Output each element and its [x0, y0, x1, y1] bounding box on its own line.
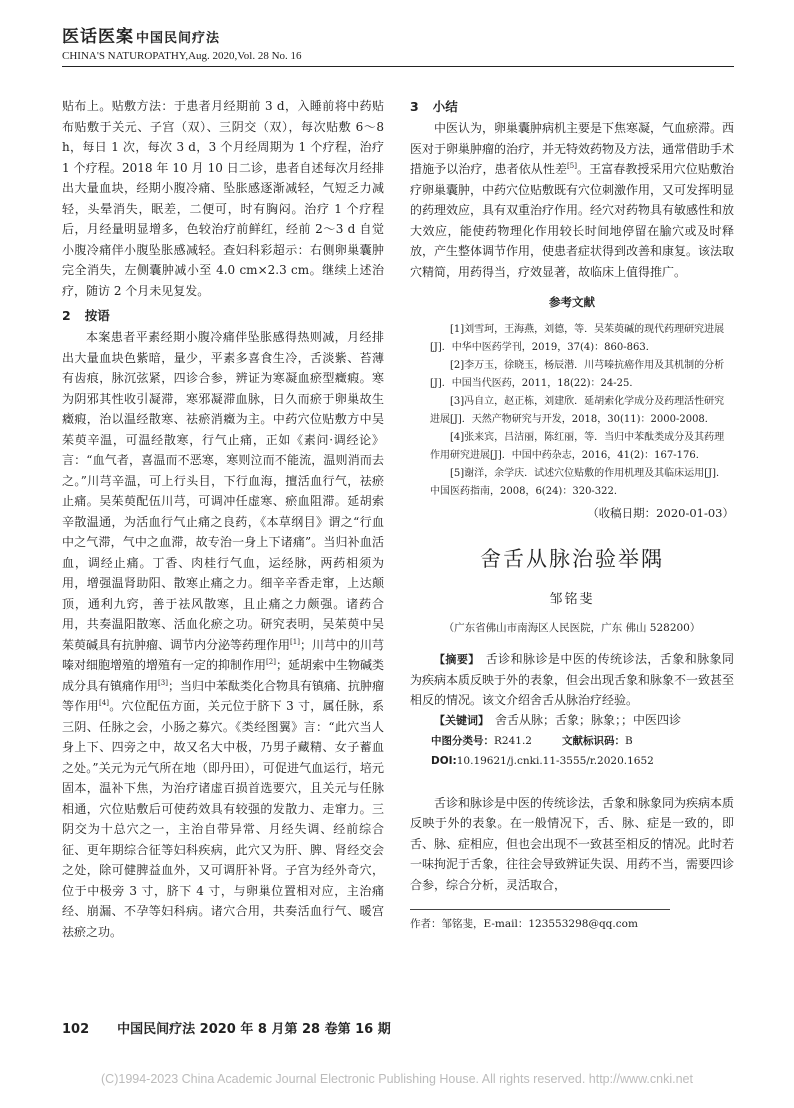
journal-header: [62, 22, 220, 47]
section-3-number: 3: [410, 99, 419, 114]
journal-english-line: CHINA'S NATUROPATHY,Aug. 2020,Vol. 28 No. 16: [62, 50, 302, 62]
footer-journal-line: 中国民间疗法 2020 年 8 月第 28 卷第 16 期: [117, 1022, 391, 1037]
doi-label: DOI:: [431, 754, 457, 767]
commentary-text-3: ；延胡索中生物碱类成分具有镇痛作用: [62, 658, 384, 693]
commentary-text-1: 本案患者平素经期小腹冷痛伴坠胀感得热则减，月经排出大量血块色紫暗，量少，平素多喜食生冷，舌淡紫、苔薄有齿痕，脉沉弦紧，四诊合参，辨证为寒凝血瘀型癥瘕。寒为阴邪其性收引凝滞，寒邪凝滞血脉，日久而瘀于卵巢故生癥瘕，治以温经散寒、祛瘀消癥为主。中药穴位贴敷方中吴茱萸辛温，可温经散寒，行气止痛，正如《素问·调经论》言：“血气者，喜温而不恶寒，寒则泣而不能流，温则消而去之。”川芎辛温，可上行头目，下行血海，擅活血行气，祛瘀止痛。吴茱萸配伍川芎，可调冲任虚寒、瘀血阻滞。延胡索辛散温通，为活血行气止痛之良药，《本草纲目》谓之“行血中之气滞，气中之血滞，故专治一身上下诸痛”。当归补血活血，调经止痛。丁香、肉桂行气血，运经脉，两药相须为用，增强温肾助阳、散寒止痛之力。细辛辛香走窜，上达颠顶，通利九窍，善于祛风散寒，且止痛之力颇强。诸药合用，共奏温阳散寒、活血化瘀之功。研究表明，吴茱萸中吴茱萸碱具有抗肿瘤、调节内分泌等药理作用: [62, 330, 384, 652]
doi-line: [410, 751, 734, 771]
summary-text-2: 。王富春教授采用穴位贴敷治疗卵巢囊肿，中药穴位贴敷既有穴位刺激作用，又可发挥明显的药理效应，具有双重治疗作用。经穴对药物具有敏感性和放大效应，能使药物理化作用较长时间地停留在腧穴或及时释放，产生整体调节作用，使患者症状得到改善和康复。该法取穴精简，用药得当，疗效显著，故临床上值得推广。: [410, 162, 735, 279]
summary-text-1: 中医认为，卵巢囊肿病机主要是下焦寒凝，气血瘀滞。西医对于卵巢肿瘤的治疗，并无特效药物及方法，通常借助手术措施予以治疗，患者依从性差: [410, 121, 735, 176]
header-rule: [62, 66, 734, 67]
commentary-text-5: 。穴位配伍方面，关元位于脐下 3 寸，属任脉，系三阴、任脉之会，小肠之募穴。《类经图翼》言：“此穴当人身上下、四旁之中，故又名大中极，乃男子藏精、女子蓄血之处。”关元为元气所在地（即丹田），可促进气血运行，培元固本，温补下焦，为治疗诸虚百损首选要穴，且关元与任脉相通，穴位贴敷后可使药效具有较强的发散力、走窜力。三阴交为十总穴之一，主治自带异常、月经失调、经前综合征、更年期综合征等妇科疾病，此穴又为肝、脾、肾经交会之处，除可健脾益血外，又可调肝补肾。子宫为经外奇穴，位于中极旁 3 寸，脐下 4 寸，与卵巢位置相对应，主治痛经、崩漏、不孕等妇科病。诸穴合用，共奏活血行气、暖宫祛瘀之功。: [62, 699, 384, 939]
abstract-label: 【摘要】: [434, 652, 480, 666]
clc-value: R241.2: [494, 734, 532, 747]
reference-item: [4]张来宾，吕洁丽，陈红丽，等．当归中苯酞类成分及其药理作用研究进展[J]．中国中药杂志，2016，41(2)：167-176．: [430, 431, 725, 461]
article-author: 邹铭斐: [549, 591, 595, 607]
received-date: （收稿日期：2020-01-03）: [587, 505, 734, 520]
document-code-label: 文献标识码：: [561, 734, 625, 747]
reference-item: [1]刘雪珂，王海燕，刘德，等．吴茱萸碱的现代药理研究进展[J]．中华中医药学刊，2019，37(4)：860-863．: [430, 323, 725, 353]
author-footnote: 作者：邹铭斐，E-mail：123553298@qq.com: [410, 918, 638, 930]
journal-section-title: 医话医案: [62, 27, 134, 47]
reference-item: [2]李万玉，徐晓玉，杨辰潜．川芎嗪抗癌作用及其机制的分析[J]．中国当代医药，2011，18(22)：24-25．: [430, 359, 725, 389]
abstract: [410, 649, 734, 710]
keywords: [410, 710, 734, 731]
commentary-text-4: ；当归中苯酞类化合物具有镇痛、抗肿瘤等作用: [62, 678, 384, 713]
classification-line: [410, 731, 734, 751]
keywords-text: 舍舌从脉；舌象；脉象；；中医四诊: [495, 712, 682, 727]
abstract-text: 舌诊和脉诊是中医的传统诊法，舌象和脉象同为疾病本质反映于外的表象，但会出现舌象和脉象不一致甚至相反的情况。该文介绍舍舌从脉治疗经验。: [410, 651, 735, 707]
section-3-title: 小结: [432, 99, 458, 114]
footnote-rule: [410, 909, 670, 910]
doi-value[interactable]: 10.19621/j.cnki.11-3555/r.2020.1652: [456, 754, 654, 767]
left-column: [62, 96, 384, 942]
references-heading: 参考文献: [549, 295, 595, 309]
section-2-title: 按语: [84, 308, 110, 323]
copyright-watermark: (C)1994-2023 China Academic Journal Electronic Publishing House. All rights reserved. http://www.cnki.net: [101, 1072, 693, 1086]
section-2-number: 2: [62, 308, 71, 323]
article-title: 舍舌从脉治验举隅: [480, 547, 664, 571]
page-footer: [62, 1018, 391, 1037]
journal-name: 中国民间疗法: [136, 31, 221, 46]
citation-4[interactable]: [4]: [99, 699, 109, 707]
section-3-heading: [410, 96, 734, 118]
citation-2[interactable]: [2]: [266, 658, 276, 666]
citation-1[interactable]: [1]: [290, 637, 300, 646]
citation-5[interactable]: [5]: [567, 162, 577, 170]
reference-item: [5]谢洋，余学庆．试述穴位贴敷的作用机理及其临床运用[J]．中国医药指南，2008，6(24)：320-322．: [430, 467, 726, 497]
right-column: [410, 96, 734, 935]
author-affiliation: （广东省佛山市南海区人民医院，广东 佛山 528200）: [443, 622, 701, 634]
summary-paragraph: [410, 118, 734, 282]
section-2-heading: [62, 305, 384, 327]
article-body-paragraph: 舌诊和脉诊是中医的传统诊法，舌象和脉象同为疾病本质反映于外的表象。在一般情况下，舌、脉、症是一致的，即舌、脉、症相应，但也会出现不一致甚至相反的情况。此时若一味拘泥于舌象，往往会导致辨证失误、用药不当，需要四诊合参，综合分析，灵活取合，: [410, 795, 735, 892]
commentary-text-2: ；川芎中的川芎嗪对细胞增殖的增殖有一定的抑制作用: [62, 637, 384, 672]
reference-list: [410, 321, 734, 501]
keywords-label: 【关键词】: [434, 713, 489, 727]
commentary-paragraph: [62, 327, 384, 942]
citation-3[interactable]: [3]: [158, 678, 168, 687]
case-paragraph: 贴布上。贴敷方法：于患者月经期前 3 d，入睡前将中药贴布贴敷于关元、子宫（双）、三阴交（双），每次贴敷 6～8 h，每日 1 次，每次 3 d，3 个月经周期为 1 个疗程，治疗 1 个疗程。2018 年 10 月 10 日二诊，患者自述每次月经排出大量血块，经期小腹冷痛、坠胀感逐渐减轻，气短乏力减轻，头晕消失，眠差，二便可，时有胸闷。治疗 1 个疗程后，月经量明显增多，色较治疗前鲜红，经前 2～3 d 自觉小腹冷痛伴小腹坠胀感减轻。查妇科彩超示：右侧卵巢囊肿完全消失，左侧囊肿减小至 4.0 cm×2.3 cm。继续上述治疗，随访 2 个月未见复发。: [62, 99, 384, 298]
clc-label: 中图分类号：: [431, 734, 494, 747]
page-number: 102: [62, 1022, 90, 1037]
reference-item: [3]冯自立，赵正栋，刘建欣．延胡索化学成分及药理活性研究进展[J]．天然产物研究与开发，2018，30(11)：2000-2008．: [430, 395, 725, 425]
document-code-value: B: [624, 734, 633, 747]
